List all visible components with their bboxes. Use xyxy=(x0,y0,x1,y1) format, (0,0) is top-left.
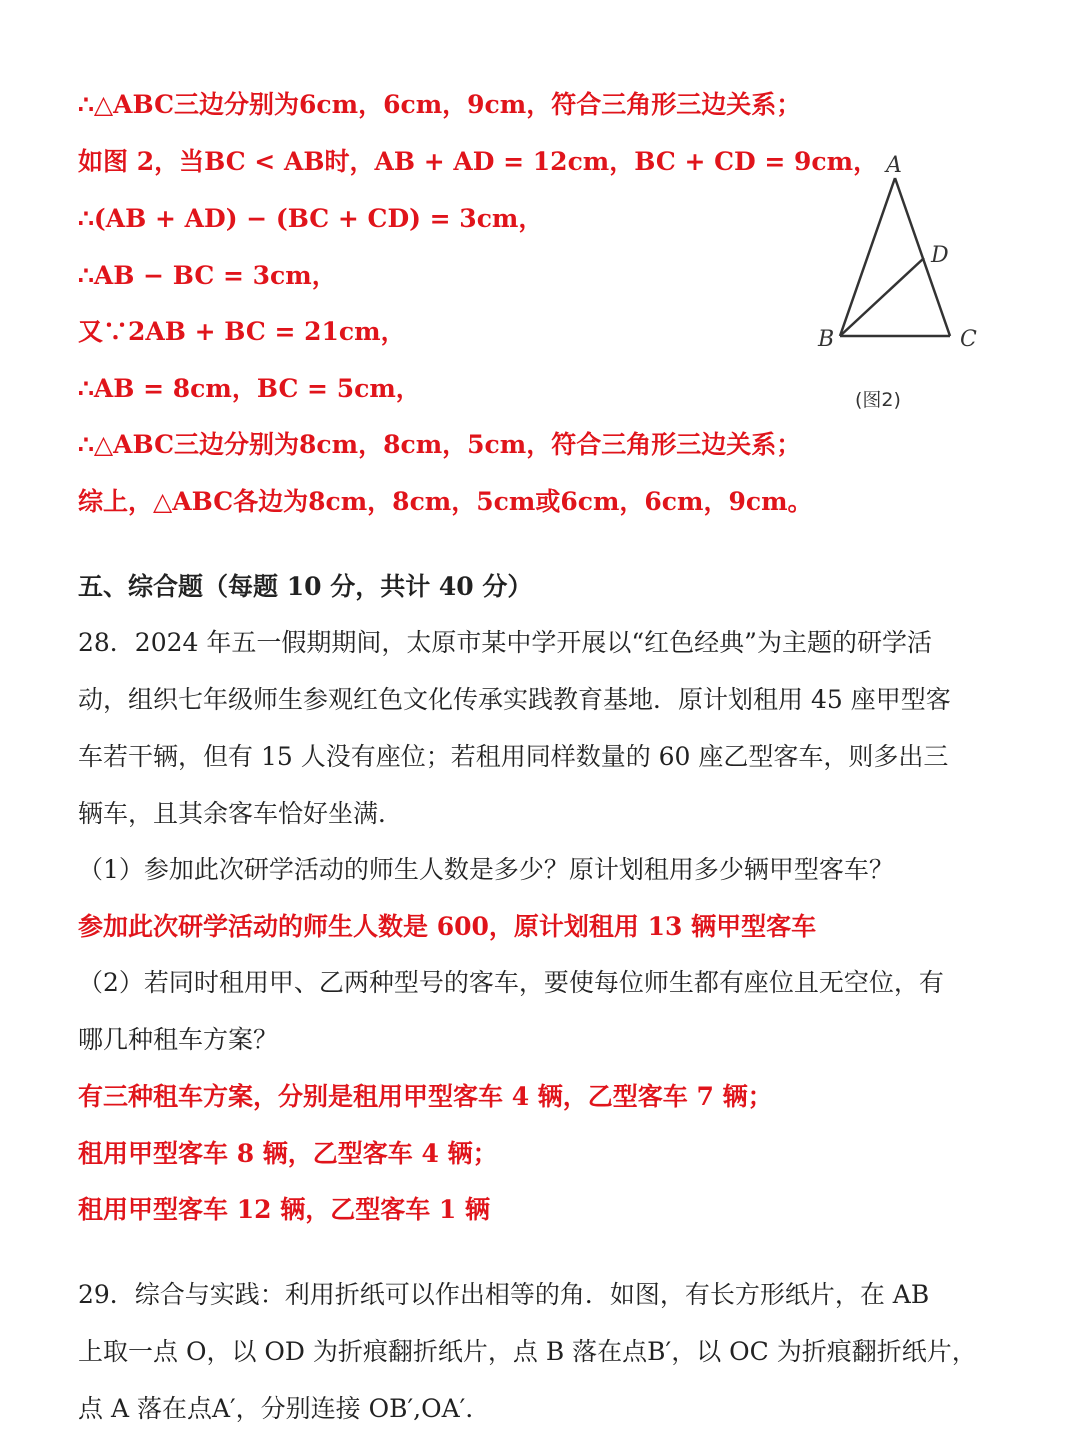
solution-line-7: ∴△ABC三边分别为8cm，8cm，5cm，符合三角形三边关系； xyxy=(78,430,802,459)
vertex-label-b: B xyxy=(818,327,835,352)
q28-line-3: 车若干辆，但有 15 人没有座位；若租用同样数量的 60 座乙型客车，则多出三 xyxy=(78,742,949,771)
vertex-label-c: C xyxy=(960,327,977,352)
q29-line-1: 29．综合与实践：利用折纸可以作出相等的角．如图，有长方形纸片，在 AB xyxy=(78,1280,930,1309)
solution-line-5: 又∵2AB + BC = 21cm， xyxy=(78,317,406,346)
section-heading: 五、综合题（每题 10 分，共计 40 分） xyxy=(78,572,533,601)
triangle-figure xyxy=(800,140,1000,420)
q28-subquestion-1: （1）参加此次研学活动的师生人数是多少？原计划租用多少辆甲型客车？ xyxy=(78,855,894,884)
solution-line-1: ∴△ABC三边分别为6cm，6cm，9cm，符合三角形三边关系； xyxy=(78,90,802,119)
q28-answer-2-line-3: 租用甲型客车 12 辆，乙型客车 1 辆 xyxy=(78,1195,491,1224)
q29-line-2: 上取一点 O，以 OD 为折痕翻折纸片，点 B 落在点B′，以 OC 为折痕翻折纸片， xyxy=(78,1337,977,1366)
q28-line-4: 辆车，且其余客车恰好坐满． xyxy=(78,799,404,828)
q28-answer-2-line-1: 有三种租车方案，分别是租用甲型客车 4 辆，乙型客车 7 辆； xyxy=(78,1082,773,1111)
q28-answer-2-line-2: 租用甲型客车 8 辆，乙型客车 4 辆； xyxy=(78,1139,498,1168)
q28-line-1: 28．2024 年五一假期期间，太原市某中学开展以“红色经典”为主题的研学活 xyxy=(78,628,932,657)
solution-line-8: 综上，△ABC各边为8cm，8cm，5cm或6cm，6cm，9cm。 xyxy=(78,487,813,516)
solution-line-6: ∴AB = 8cm，BC = 5cm， xyxy=(78,374,421,403)
q28-subquestion-2-line-2: 哪几种租车方案？ xyxy=(78,1025,279,1054)
q29-line-3: 点 A 落在点A′，分别连接 OB′,OA′． xyxy=(78,1394,491,1423)
solution-line-4: ∴AB − BC = 3cm， xyxy=(78,261,337,290)
solution-line-3: ∴(AB + AD) − (BC + CD) = 3cm， xyxy=(78,204,544,233)
figure-caption: (图2) xyxy=(855,389,901,411)
solution-line-2: 如图 2，当BC < AB时，AB + AD = 12cm，BC + CD = 9cm， xyxy=(78,147,879,176)
q28-subquestion-2-line-1: （2）若同时租用甲、乙两种型号的客车，要使每位师生都有座位且无空位，有 xyxy=(78,968,944,997)
vertex-label-a: A xyxy=(886,153,902,178)
side-ab xyxy=(840,178,895,336)
q28-line-2: 动，组织七年级师生参观红色文化传承实践教育基地．原计划租用 45 座甲型客 xyxy=(78,685,951,714)
q28-answer-1: 参加此次研学活动的师生人数是 600，原计划租用 13 辆甲型客车 xyxy=(78,912,817,941)
vertex-label-d: D xyxy=(931,243,949,268)
